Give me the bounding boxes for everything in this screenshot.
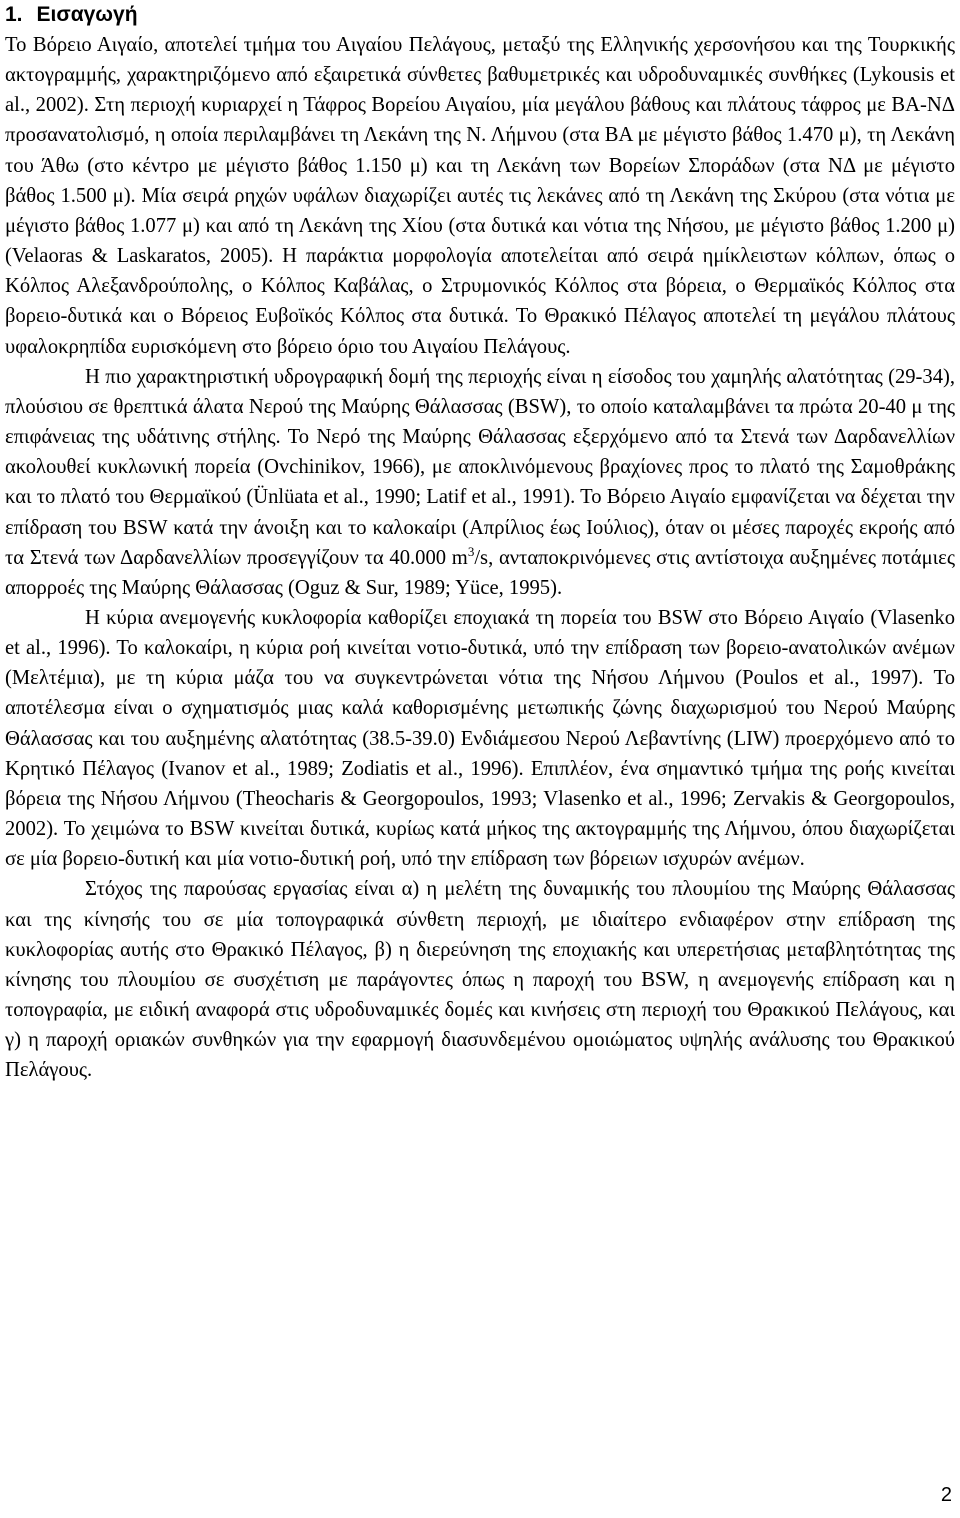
section-number: 1. <box>5 3 23 26</box>
document-page <box>5 0 955 1085</box>
superscript-exponent: 3 <box>467 543 475 559</box>
paragraph-4: Στόχος της παρούσας εργασίας είναι α) η μελέτη της δυναμικής του πλουμίου της Μαύρης Θάλασσας και της κίνησής του σε μία τοπογραφικά σύνθετη περιοχή, με ιδιαίτερο ενδιαφέρον στην επίδραση της κυκλοφορίας αυτής στο Θρακικό Πέλαγος, β) η διερεύνηση της εποχιακής και υπερετήσιας μεταβλητότητας της κίνησης του πλουμίου σε συσχέτιση με παράγοντες όπως η παροχή του BSW, η ανεμογενής επίδραση και η τοπογραφία, με ειδική αναφορά στις υδροδυναμικές δομές και κινήσεις στη περιοχή του Θρακικού Πελάγους, και γ) η παροχή οριακών συνθηκών για την εφαρμογή διασυνδεμένου ομοιώματος υψηλής ανάλυσης του Θρακικού Πελάγους. <box>5 878 955 1082</box>
section-title: Εισαγωγή <box>36 3 138 26</box>
page-number: 2 <box>940 1484 952 1506</box>
paragraph-2 <box>5 362 955 603</box>
paragraph-2-text-b: /s, ανταποκρινόμενες στις αντίστοιχα αυξημένες ποτάμιες απορροές της Μαύρης Θάλασσας (Oguz & Sur, 1989; Yüce, 1995). <box>5 546 955 599</box>
paragraph-1: Το Βόρειο Αιγαίο, αποτελεί τμήμα του Αιγαίου Πελάγους, μεταξύ της Ελληνικής χερσονήσου και της Τουρκικής ακτογραμμής, χαρακτηριζόμενο από εξαιρετικά σύνθετες βαθυμετρικές και υδροδυναμικές συνθήκες (Lykousis et al., 2002). Στη περιοχή κυριαρχεί η Τάφρος Βορείου Αιγαίου, μία μεγάλου βάθους και πλάτους τάφρος με ΒΑ-ΝΔ προσανατολισμό, η οποία περιλαμβάνει τη Λεκάνη της Ν. Λήμνου (στα ΒΑ με μέγιστο βάθος 1.470 μ), τη Λεκάνη του Άθω (στο κέντρο με μέγιστο βάθος 1.150 μ) και τη Λεκάνη των Βορείων Σποράδων (στα ΝΔ με μέγιστο βάθος 1.500 μ). Μία σειρά ρηχών υφάλων διαχωρίζει αυτές τις λεκάνες από τη Λεκάνη της Σκύρου (στα νότια με μέγιστο βάθος 1.077 μ) και από τη Λεκάνη της Χίου (στα δυτικά και νότια της Νήσου, με μέγιστο βάθος 1.200 μ) (Velaoras & Laskaratos, 2005). Η παράκτια μορφολογία αποτελείται από σειρά ημίκλειστων κόλπων, όπως ο Κόλπος Αλεξανδρούπολης, ο Κόλπος Καβάλας, ο Στρυμονικός Κόλπος στα βόρεια, ο Θερμαϊκός Κόλπος στα βορειο-δυτικά και ο Βόρειος Ευβοϊκός Κόλπος στα δυτικά. Το Θρακικό Πέλαγος αποτελεί τη μεγάλου πλάτους υφαλοκρηπίδα ευρισκόμενη στο βόρειο όριο του Αιγαίου Πελάγους. <box>5 34 955 358</box>
paragraph-2-text-a: Η πιο χαρακτηριστική υδρογραφική δομή της περιοχής είναι η είσοδος του χαμηλής αλατότητας (29-34), πλούσιου σε θρεπτικά άλατα Νερού της Μαύρης Θάλασσας (BSW), το οποίο καταλαμβάνει τα πρώτα 20-40 μ της επιφάνειας της υδάτινης στήλης. Το Νερό της Μαύρης Θάλασσας εξερχόμενο από τα Στενά των Δαρδανελλίων ακολουθεί κυκλωνική πορεία (Ovchinikov, 1966), με αποκλινόμενους βραχίονες προς το πλατό της Σαμοθράκης και το πλατό του Θερμαϊκού (Ünlüata et al., 1990; Latif et al., 1991). Το Βόρειο Αιγαίο εμφανίζεται να δέχεται την επίδραση του BSW κατά την άνοιξη και το καλοκαίρι (Απρίλιος έως Ιούλιος), όταν οι μέσες παροχές εκροής από τα Στενά των Δαρδανελλίων προσεγγίζουν τα 40.000 m <box>5 365 955 569</box>
paragraph-3: Η κύρια ανεμογενής κυκλοφορία καθορίζει εποχιακά τη πορεία του BSW στο Βόρειο Αιγαίο (Vlasenko et al., 1996). Το καλοκαίρι, η κύρια ροή κινείται νοτιο-δυτικά, υπό την επίδραση των βορειο-ανατολικών ανέμων (Μελτέμια), με τη κύρια μάζα του να συγκεντρώνεται νότια της Νήσου Λήμνου (Poulos et al., 1997). Το αποτέλεσμα είναι ο σχηματισμός μιας καλά καθορισμένης μετωπικής ζώνης διαχωρισμού του Νερού Μαύρης Θάλασσας και του αυξημένης αλατότητας (38.5-39.0) Ενδιάμεσου Νερού Λεβαντίνης (LIW) προερχόμενο από το Κρητικό Πέλαγος (Ivanov et al., 1989; Zodiatis et al., 1996). Επιπλέον, ένα σημαντικό τμήμα της ροής κινείται βόρεια της Νήσου Λήμνου (Theocharis & Georgopoulos, 1993; Vlasenko et al., 1996; Zervakis & Georgopoulos, 2002). Το χειμώνα το BSW κινείται δυτικά, κυρίως κατά μήκος της ακτογραμμής της Λήμνου, όπου διαχωρίζεται σε μία βορειο-δυτική και μία νοτιο-δυτική ροή, υπό την επίδραση των βόρειων ισχυρών ανέμων. <box>5 606 955 871</box>
section-heading <box>5 0 955 30</box>
